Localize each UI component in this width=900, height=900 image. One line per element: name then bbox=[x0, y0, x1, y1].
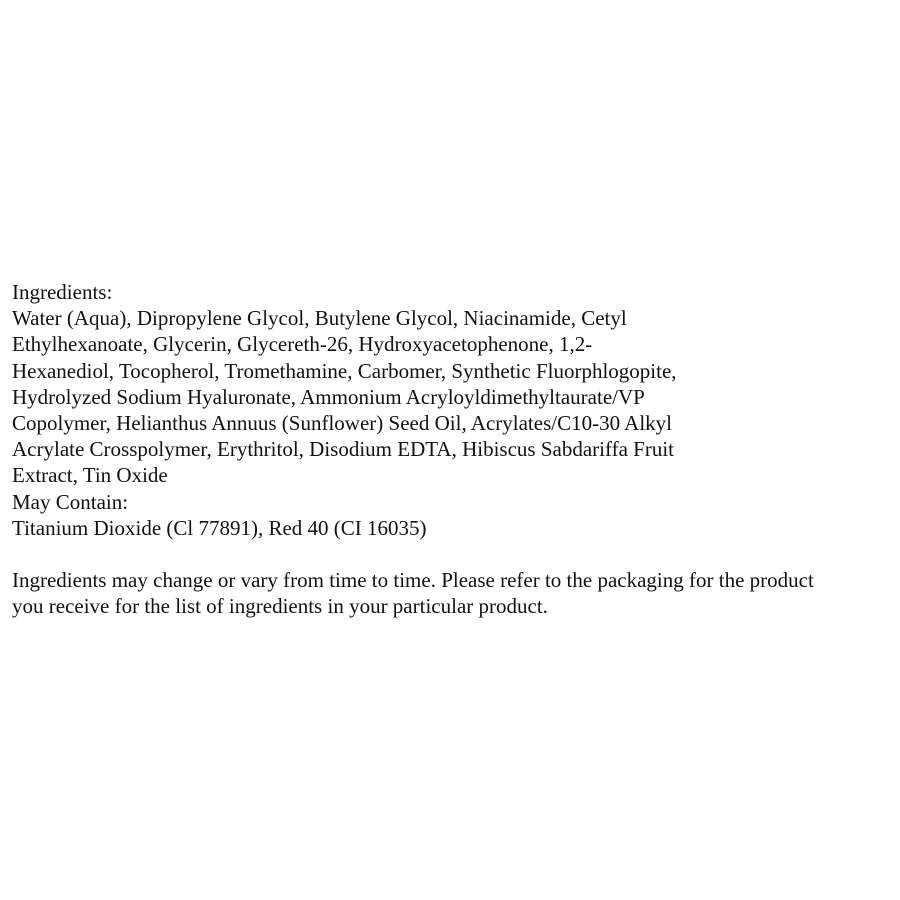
ingredients-line: Copolymer, Helianthus Annuus (Sunflower) Seed Oil, Acrylates/C10-30 Alkyl bbox=[12, 411, 673, 436]
ingredients-document bbox=[12, 279, 896, 619]
ingredients-line: Acrylate Crosspolymer, Erythritol, Disodium EDTA, Hibiscus Sabdariffa Fruit bbox=[12, 437, 674, 462]
disclaimer-line: you receive for the list of ingredients in your particular product. bbox=[12, 594, 548, 619]
ingredients-line: Extract, Tin Oxide bbox=[12, 463, 168, 488]
disclaimer-line: Ingredients may change or vary from time to time. Please refer to the packaging for the product bbox=[12, 568, 814, 593]
ingredients-line: Water (Aqua), Dipropylene Glycol, Butylene Glycol, Niacinamide, Cetyl bbox=[12, 306, 627, 331]
ingredients-line: Hydrolyzed Sodium Hyaluronate, Ammonium Acryloyldimethyltaurate/VP bbox=[12, 384, 645, 409]
ingredients-line: Hexanediol, Tocopherol, Tromethamine, Carbomer, Synthetic Fluorphlogopite, bbox=[12, 358, 677, 383]
may-contain-heading: May Contain: bbox=[12, 489, 129, 514]
ingredients-heading: Ingredients: bbox=[12, 280, 113, 304]
paragraph-spacer bbox=[12, 541, 896, 567]
may-contain-text: Titanium Dioxide (Cl 77891), Red 40 (CI 16035) bbox=[12, 515, 427, 540]
ingredients-line: Ethylhexanoate, Glycerin, Glycereth-26, Hydroxyacetophenone, 1,2- bbox=[12, 332, 593, 357]
